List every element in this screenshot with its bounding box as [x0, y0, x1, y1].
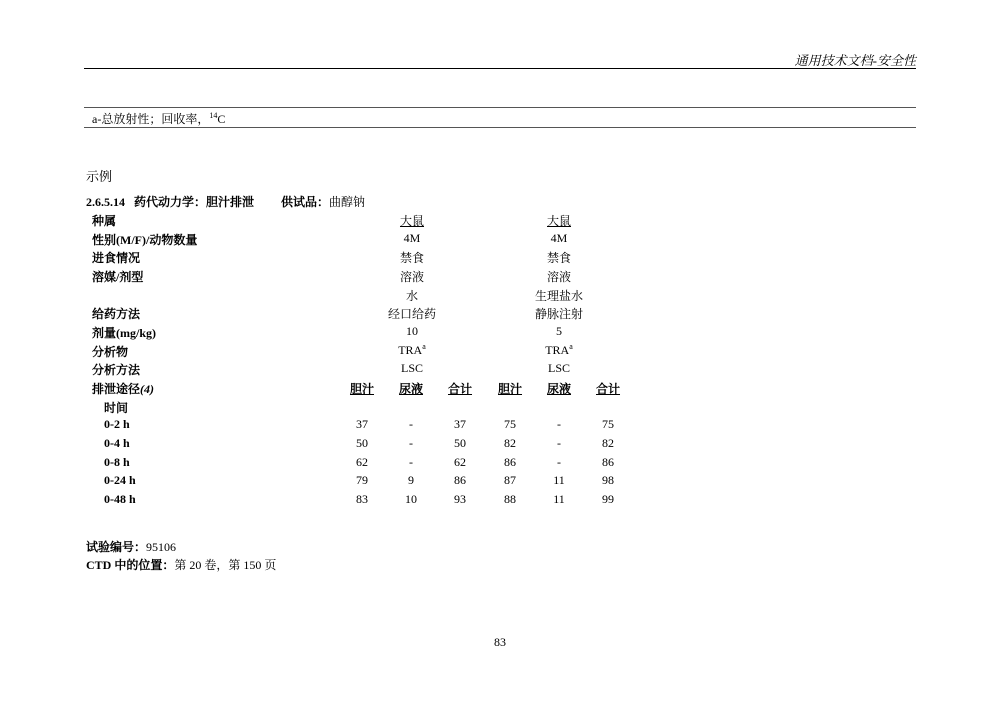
- study-number: [86, 538, 176, 555]
- section-title: 药代动力学：胆汁排泄: [134, 195, 255, 209]
- row-label-analysis-method: 分析方法: [92, 363, 141, 377]
- document-header-title: 通用技术文档-安全性: [794, 53, 916, 68]
- table-cell: 86: [504, 455, 516, 469]
- table-cell: -: [409, 417, 413, 431]
- time-0-48h: 0-48 h: [104, 492, 136, 506]
- time-0-8h: 0-8 h: [104, 455, 130, 469]
- vehicle-detail-group-b: 生理盐水: [534, 289, 584, 303]
- footnote-prefix: a-总放射性；回收率，: [92, 112, 210, 126]
- excretion-route-label: [92, 380, 154, 397]
- column-header-urine-a: 尿液: [398, 382, 424, 396]
- row-label-vehicle: 溶媒/剂型: [92, 270, 144, 284]
- section-heading: [86, 193, 365, 210]
- ctd-location-label: CTD 中的位置：: [86, 558, 175, 572]
- row-label-route: 给药方法: [92, 307, 141, 321]
- route-group-b: 静脉注射: [534, 307, 584, 321]
- row-label-species: 种属: [92, 214, 117, 228]
- table-cell: -: [557, 417, 561, 431]
- column-header-total-b: 合计: [595, 382, 621, 396]
- table-cell: 11: [553, 492, 565, 506]
- footnote-top-rule: [84, 107, 916, 108]
- feeding-group-a: 禁食: [399, 251, 425, 265]
- dose-group-b: 5: [556, 324, 562, 338]
- table-cell: 9: [408, 473, 414, 487]
- dose-group-a: 10: [406, 324, 418, 338]
- species-group-a: 大鼠: [399, 214, 425, 228]
- page-number: 83: [494, 635, 506, 649]
- table-cell: -: [557, 455, 561, 469]
- sex-number-group-b: 4M: [550, 231, 568, 245]
- analyte-text: TRA: [398, 343, 423, 357]
- table-cell: -: [409, 455, 413, 469]
- species-group-b: 大鼠: [546, 214, 572, 228]
- time-0-2h: 0-2 h: [104, 417, 130, 431]
- ctd-location-value: 第 20 卷，第 150 页: [174, 558, 277, 572]
- table-cell: 88: [504, 492, 516, 506]
- table-cell: 37: [356, 417, 368, 431]
- ctd-location: [86, 556, 276, 573]
- study-number-label: 试验编号：: [86, 540, 147, 554]
- table-cell: 86: [454, 473, 466, 487]
- table-cell: 75: [504, 417, 516, 431]
- analyte-group-a: [398, 343, 426, 358]
- table-cell: 93: [454, 492, 466, 506]
- section-number: 2.6.5.14: [86, 195, 125, 209]
- vehicle-group-a: 溶液: [399, 270, 425, 284]
- route-group-a: 经口给药: [387, 307, 437, 321]
- example-label: 示例: [86, 169, 113, 184]
- footnote-bottom-rule: [84, 127, 916, 128]
- table-cell: 50: [454, 436, 466, 450]
- table-cell: 62: [454, 455, 466, 469]
- test-article-label: 供试品：: [281, 195, 330, 209]
- analyte-group-b: [545, 343, 573, 358]
- column-header-bile-b: 胆汁: [497, 382, 523, 396]
- column-header-urine-b: 尿液: [546, 382, 572, 396]
- test-article-name: 曲醇钠: [329, 195, 366, 209]
- time-0-4h: 0-4 h: [104, 436, 130, 450]
- excretion-route-suffix: (4): [140, 382, 155, 396]
- study-number-value: 95106: [146, 540, 177, 554]
- analysis-method-group-b: LSC: [547, 361, 571, 375]
- table-cell: 11: [553, 473, 565, 487]
- excretion-route-text: 排泄途径: [92, 382, 141, 396]
- vehicle-group-b: 溶液: [546, 270, 572, 284]
- table-cell: -: [409, 436, 413, 450]
- vehicle-detail-group-a: 水: [405, 289, 419, 303]
- analyte-superscript: a: [422, 342, 426, 351]
- table-cell: 99: [602, 492, 614, 506]
- footnote: [92, 110, 225, 127]
- analysis-method-group-a: LSC: [400, 361, 424, 375]
- table-cell: 50: [356, 436, 368, 450]
- row-label-feeding: 进食情况: [92, 251, 141, 265]
- table-cell: 37: [454, 417, 466, 431]
- row-label-sex-number: 性别(M/F)/动物数量: [92, 233, 198, 247]
- row-label-dose: 剂量(mg/kg): [92, 326, 156, 340]
- table-cell: 82: [504, 436, 516, 450]
- sex-number-group-a: 4M: [403, 231, 421, 245]
- analyte-text: TRA: [545, 343, 570, 357]
- header-rule: [84, 68, 916, 69]
- table-cell: 98: [602, 473, 614, 487]
- table-cell: 86: [602, 455, 614, 469]
- table-cell: 62: [356, 455, 368, 469]
- footnote-suffix: C: [217, 112, 226, 126]
- footnote-superscript: 14: [209, 111, 218, 120]
- column-header-total-a: 合计: [447, 382, 473, 396]
- table-cell: 82: [602, 436, 614, 450]
- row-label-analyte: 分析物: [92, 345, 129, 359]
- table-cell: 87: [504, 473, 516, 487]
- table-cell: -: [557, 436, 561, 450]
- analyte-superscript: a: [569, 342, 573, 351]
- feeding-group-b: 禁食: [546, 251, 572, 265]
- time-0-24h: 0-24 h: [104, 473, 136, 487]
- table-cell: 75: [602, 417, 614, 431]
- table-cell: 83: [356, 492, 368, 506]
- table-cell: 79: [356, 473, 368, 487]
- column-header-bile-a: 胆汁: [349, 382, 375, 396]
- table-cell: 10: [405, 492, 417, 506]
- time-label: 时间: [104, 401, 129, 415]
